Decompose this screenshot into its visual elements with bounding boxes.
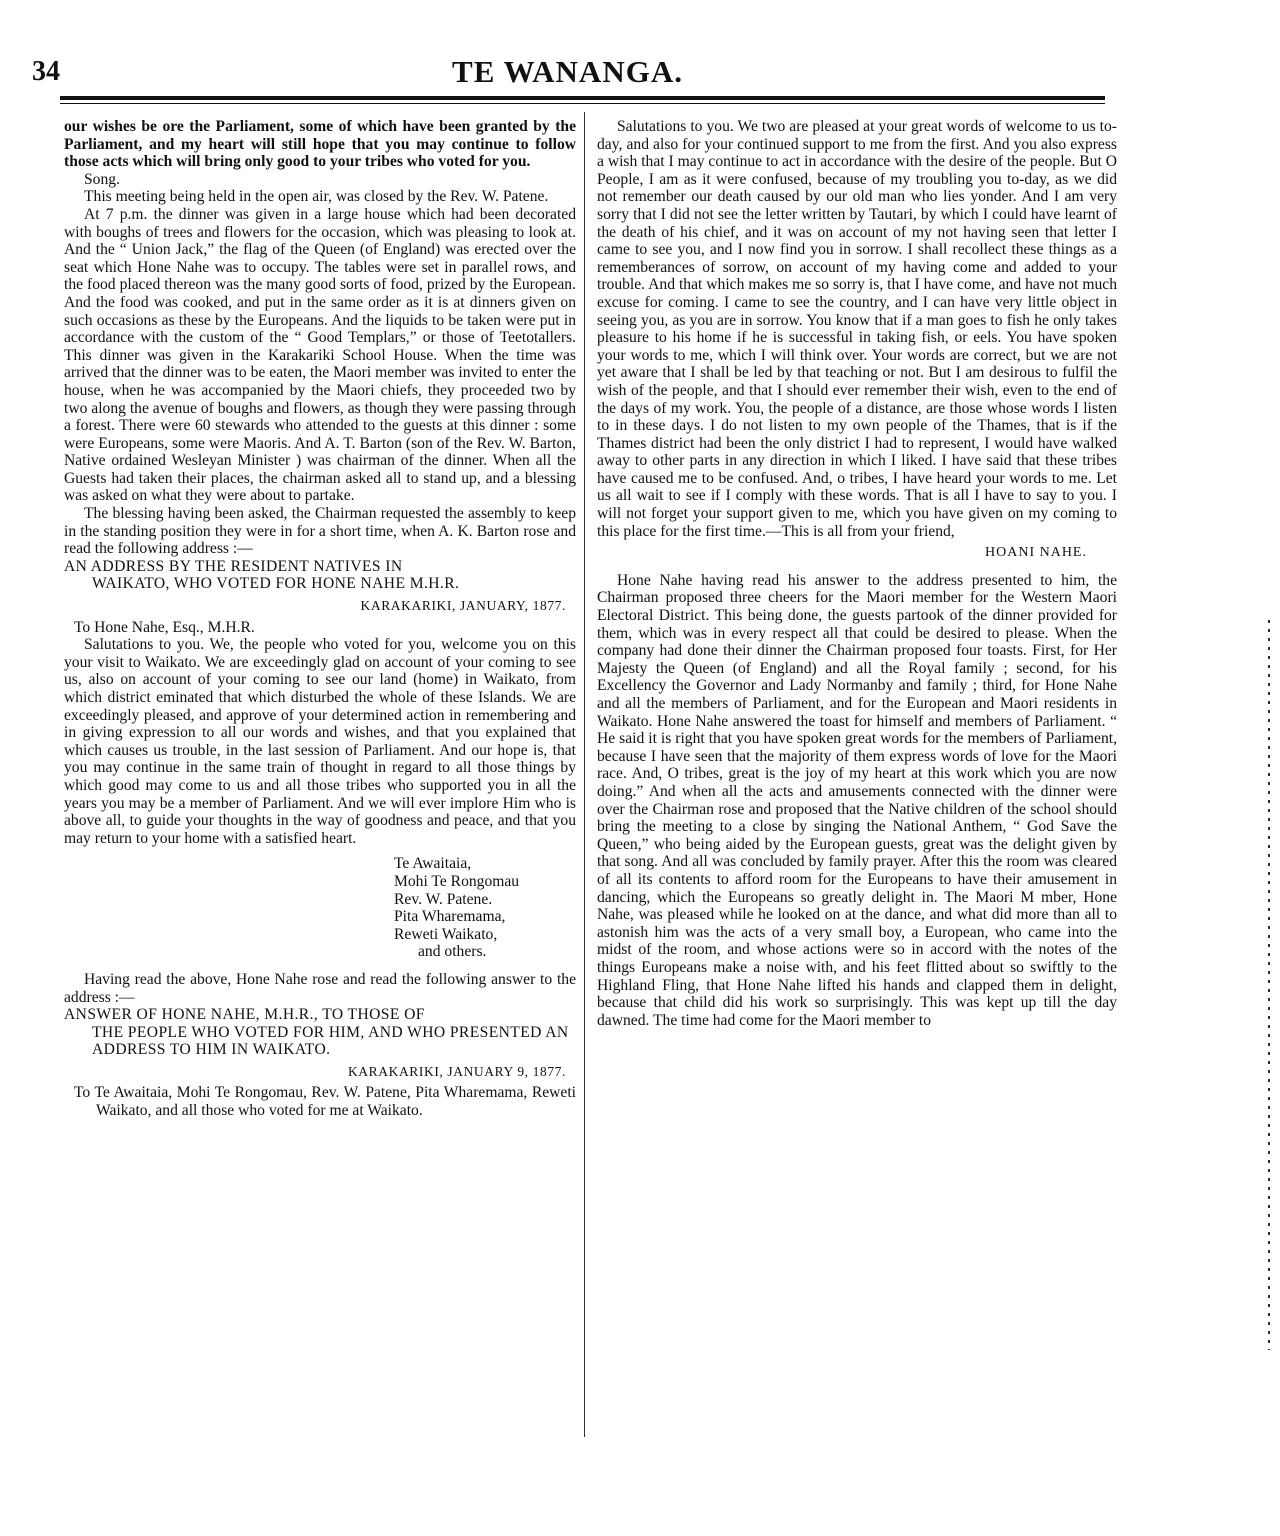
left-column [64,118,576,1120]
address-dateline: KARAKARIKI, JANUARY, 1877. [360,598,566,614]
right-paragraph-2: Hone Nahe having read his answer to the address presented to him, the Chairman proposed three cheers for the Maori member for the Western Maori Electoral District. This being done, the guests partook of the dinner provided for them, which was in every respect all that could be desired to please. When the company had done their dinner the Chairman proposed four toasts. First, for Her Majesty the Queen (of England) and all the Royal family ; second, for his Excellency the Governor and Lady Normanby and family ; third, for Hone Nahe and all the members of Parliament, and for the European and Maori residents in Waikato. Hone Nahe answered the toast for himself and members of Parliament. “ He said it is right that you have spoken great words for the members of Parliament, because I have seen that the majority of them express words of love for the Maori race. And, O tribes, great is the joy of my heart at this work which you are now doing.” And when all the acts and amusements connected with the dinner were over the Chairman rose and proposed that the Native children of the school should bring the meeting to a close by singing the National Anthem, “ God Save the Queen,” who being aided by the European guests, great was the delight given by that song. And all was concluded by family prayer. After this the room was cleared of all its contents to afford room for the Europeans to have their amusement in dancing, which the Europeans so greatly delight in. The Maori M mber, Hone Nahe, was pleased while he looked on at the dance, and what did more than all to astonish him was the acts of a very small boy, a European, who came into the midst of the room, and whose actions were so in accord with the notes of the things Europeans make a noise with, and his feet flitted about so swiftly to the Highland Fling, that Hone Nahe lifted his hands and clapped them in delight, because that child did his work so surprisingly. This was kept up till the day dawned. The time had come for the Maori member to [597,571,1117,1029]
answer-heading [64,1006,576,1059]
signatory: Mohi Te Rongomau [394,872,520,890]
left-paragraph-6: Having read the above, Hone Nahe rose and read the following answer to the address :— [64,970,576,1006]
address-heading-line-1: AN ADDRESS BY THE RESIDENT NATIVES IN [64,557,403,575]
address-recipient: To Hone Nahe, Esq., M.H.R. [74,618,255,636]
left-paragraph-4: The blessing having been asked, the Chairman requested the assembly to keep in the standing position they were in for a short time, when A. K. Barton rose and read the following address :— [64,505,576,558]
left-paragraph-5: Salutations to you. We, the people who voted for you, welcome you on this your visit to Waikato. We are exceedingly glad on account of your coming to see us, also on account of your coming to see our land (home) in Waikato, from which district eminated that which disturbed the whole of these Islands. We are exceedingly pleased, and approve of your determined action in remembering and in giving expression to all our words and wishes, and that you explained that which causes us trouble, in the last session of Parliament. And our hope is, that you may continue in the same train of thought in regard to all those things by which good may come to us and all those tribes who supported you in all the years you may be a member of Parliament. And we will ever implore Him who is above all, to guide your thoughts in the way of goodness and peace, and that you may return to your home with a satisfied heart. [64,636,576,847]
address-heading-line-2: WAIKATO, WHO VOTED FOR HONE NAHE M.H.R. [92,575,460,593]
signatory: and others. [418,943,487,961]
header-rule-thin [60,103,1105,104]
song-label: Song. [84,170,120,188]
address-heading [64,558,576,593]
left-paragraph-3: At 7 p.m. the dinner was given in a large house which had been decorated with boughs of trees and flowers for the occasion, which was pleasing to look at. And the “ Union Jack,” the flag of the Queen (of England) was erected over the seat which Hone Nahe was to occupy. The tables were set in parallel rows, and the food placed thereon was the many good sorts of food, prized by the European. And the food was cooked, and put in the same order as it is at dinners given on such occasions as these by the Europeans. And the liquids to be taken were put in accordance with the custom of the “ Good Templars,” or those of Teetotallers. This dinner was given in the Karakariki School House. When the time was arrived that the dinner was to be eaten, the Maori member was invited to enter the house, when he was accompanied by the Maori chiefs, they proceeded two by two along the avenue of boughs and flowers, as though they were passing through a forest. There were 60 stewards who attended to the guests at this dinner : some were Europeans, some were Maoris. And A. T. Barton (son of the Rev. W. Barton, Native ordained Wesleyan Minister ) was chairman of the dinner. When all the Guests had taken their places, the chairman asked all to stand up, and a blessing was asked on what they were about to partake. [64,205,576,505]
answer-heading-line-1: ANSWER OF HONE NAHE, M.H.R., TO THOSE OF [64,1006,425,1024]
newspaper-title: TE WANANGA. [452,54,683,89]
answer-recipients: To Te Awaitaia, Mohi Te Rongomau, Rev. W. Patene, Pita Wharemama, Reweti Waikato, and all those who voted for me at Waikato. [74,1084,576,1120]
signatory: Reweti Waikato, [394,925,498,943]
signatories [394,855,576,961]
signatory: Te Awaitaia, [394,855,472,873]
left-paragraph-2: This meeting being held in the open air, was closed by the Rev. W. Patene. [84,188,549,206]
scan-edge-mark [1268,620,1270,1350]
signatory: Rev. W. Patene. [394,890,493,908]
column-divider [584,112,585,1437]
right-column [597,118,1117,1029]
right-paragraph-1: Salutations to you. We two are pleased at your great words of welcome to us to-day, and also for your continued support to me from the first. And you also express a wish that I may continue to act in accordance with the desire of the people. But O People, I am as it were confused, because of my troubling you to-day, as we did not remember our death caused by our old man who lies yonder. And I am very sorry that I did not see the letter written by Tautari, by which I could have learnt of the death of his chief, and it was on account of my not having seen that letter I came to see you, and I now find you in sorrow. I shall recollect these things as a rememberances of sorrow, on account of my having come and added to your trouble. And that which makes me so sorry is, that I have come, and have not much excuse for coming. I came to see the country, and I can have very little object in seeing you, as you are in sorrow. You know that if a man goes to fish he only takes pleasure to his home if he is successful in taking fish, or eels. You have spoken your words to me, which I will think over. Your words are correct, but we are not yet aware that I shall be led by that teaching or not. But I am desirous to fulfil the wish of the people, and that I should ever remember their wish, even to the end of the days of my work. You, the people of a distance, are those whose words I listen to in these days. I do not listen to my own people of the Thames, that is if the Thames district had been the only district I had to represent, I would have walked away to other parts in any direction in which I liked. I have said that these tribes have caused me to be confused. And, o tribes, I have heard your words to me. Let us all wait to see if I comply with these words. That is all I have to say to you. I will not forget your support given to me, which you have given on my coming to this place for the first time.—This is all from your friend, [597,118,1117,540]
masthead [30,52,1105,96]
page-number: 34 [32,56,60,87]
answer-heading-line-2: THE PEOPLE WHO VOTED FOR HIM, AND WHO PRESENTED AN ADDRESS TO HIM IN WAIKATO. [92,1023,569,1059]
left-paragraph-1: our wishes be ore the Parliament, some of which have been granted by the Parliament, and my heart will still hope that you may continue to follow those acts which will bring only good to your tribes who voted for you. [64,118,576,171]
letter-signature: HOANI NAHE. [985,545,1087,561]
signatory: Pita Wharemama, [394,908,506,926]
header-rule-thick [60,96,1105,100]
answer-dateline: KARAKARIKI, JANUARY 9, 1877. [347,1063,566,1079]
